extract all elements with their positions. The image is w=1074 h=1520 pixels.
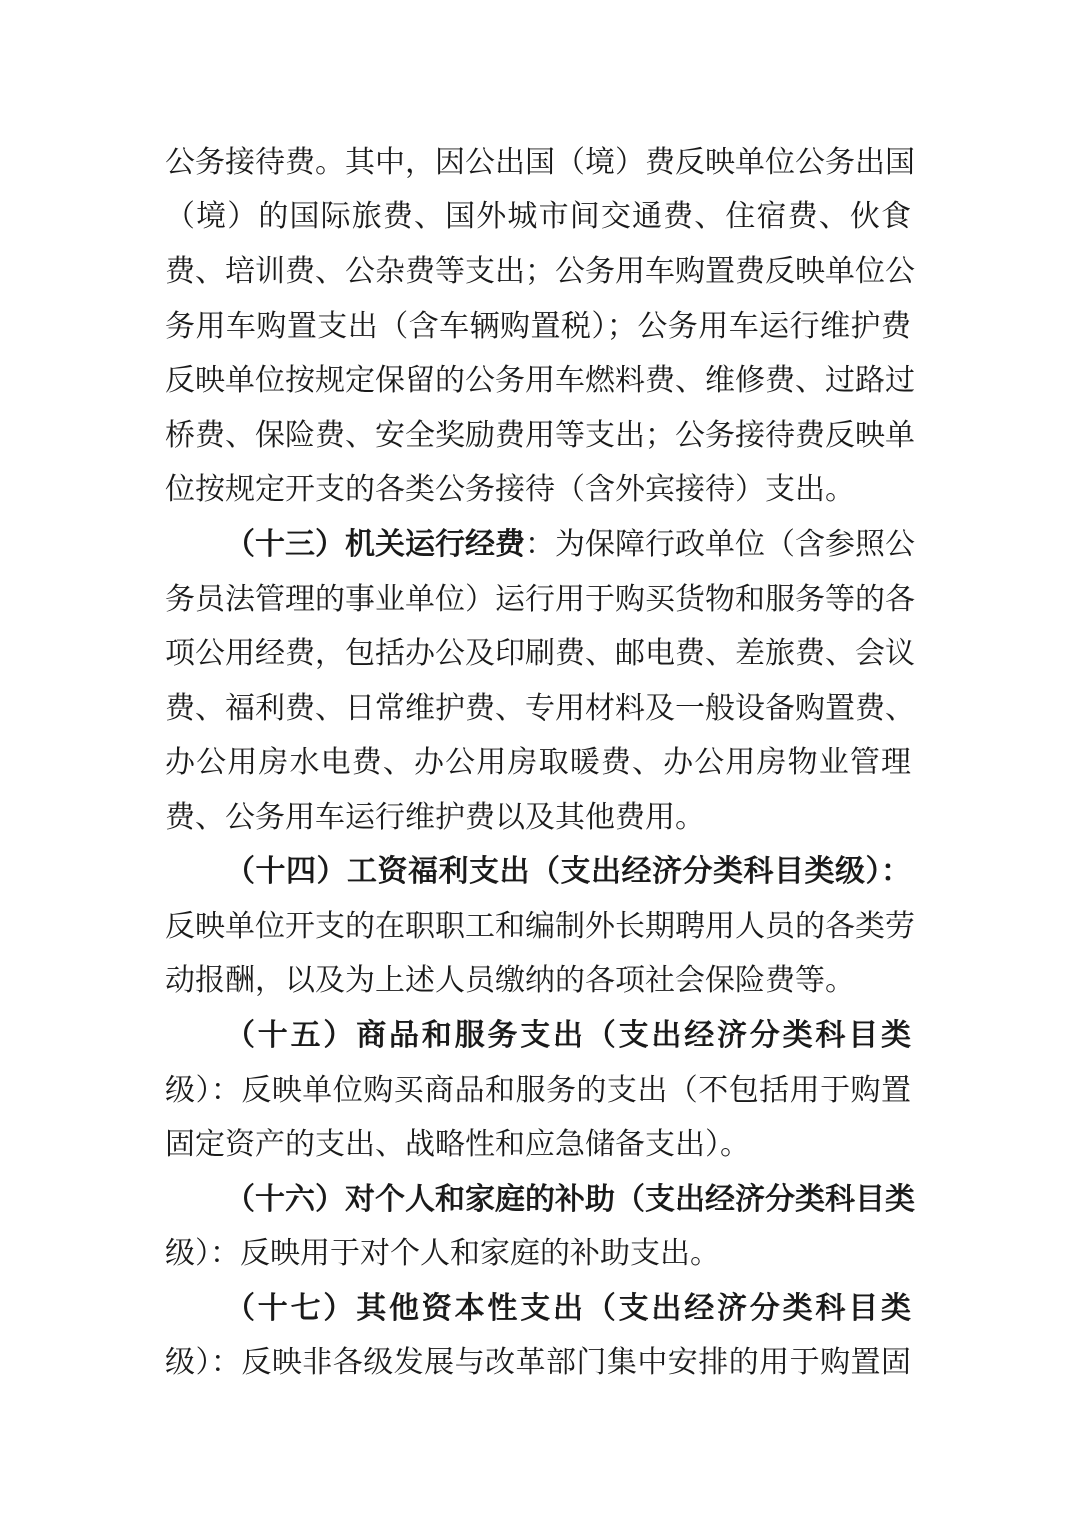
section-text: ： xyxy=(881,854,911,889)
body-line: 费、福利费、日常维护费、专用材料及一般设备购置费、 xyxy=(165,691,915,726)
section-first-line xyxy=(225,525,915,565)
body-line: 级）：反映用于对个人和家庭的补助支出。 xyxy=(165,1236,720,1271)
section-first-line xyxy=(225,852,911,892)
body-line: 位按规定开支的各类公务接待（含外宾接待）支出。 xyxy=(165,472,855,507)
section-heading: （十七）其他资本性支出（支出经济分类科目类 xyxy=(225,1291,911,1326)
body-line: 级）：反映非各级发展与改革部门集中安排的用于购置固 xyxy=(165,1345,911,1380)
body-line: 反映单位开支的在职职工和编制外长期聘用人员的各类劳 xyxy=(165,909,915,944)
body-line: 务员法管理的事业单位）运行用于购买货物和服务等的各 xyxy=(165,582,915,617)
body-line: 反映单位按规定保留的公务用车燃料费、维修费、过路过 xyxy=(165,363,915,398)
body-line: 动报酬，以及为上述人员缴纳的各项社会保险费等。 xyxy=(165,963,855,998)
section-heading: （十四）工资福利支出（支出经济分类科目类级） xyxy=(225,854,881,889)
section-text: ：为保障行政单位（含参照公 xyxy=(525,527,915,562)
section-heading: （十三）机关运行经费 xyxy=(225,527,525,562)
body-line: 费、培训费、公杂费等支出；公务用车购置费反映单位公 xyxy=(165,254,915,289)
body-line: 固定资产的支出、战略性和应急储备支出）。 xyxy=(165,1127,750,1162)
body-line: 桥费、保险费、安全奖励费用等支出；公务接待费反映单 xyxy=(165,418,915,453)
body-line: 项公用经费，包括办公及印刷费、邮电费、差旅费、会议 xyxy=(165,636,915,671)
body-line: 办公用房水电费、办公用房取暖费、办公用房物业管理 xyxy=(165,745,911,780)
body-line: 公务接待费。其中，因公出国（境）费反映单位公务出国 xyxy=(165,145,915,180)
section-heading: （十五）商品和服务支出（支出经济分类科目类 xyxy=(225,1018,911,1053)
body-line: 费、公务用车运行维护费以及其他费用。 xyxy=(165,800,705,835)
body-line: 级）：反映单位购买商品和服务的支出（不包括用于购置 xyxy=(165,1073,911,1108)
body-line: 务用车购置支出（含车辆购置税）；公务用车运行维护费 xyxy=(165,309,911,344)
section-heading: （十六）对个人和家庭的补助（支出经济分类科目类 xyxy=(225,1182,915,1217)
body-line: （境）的国际旅费、国外城市间交通费、住宿费、伙食 xyxy=(165,199,911,234)
